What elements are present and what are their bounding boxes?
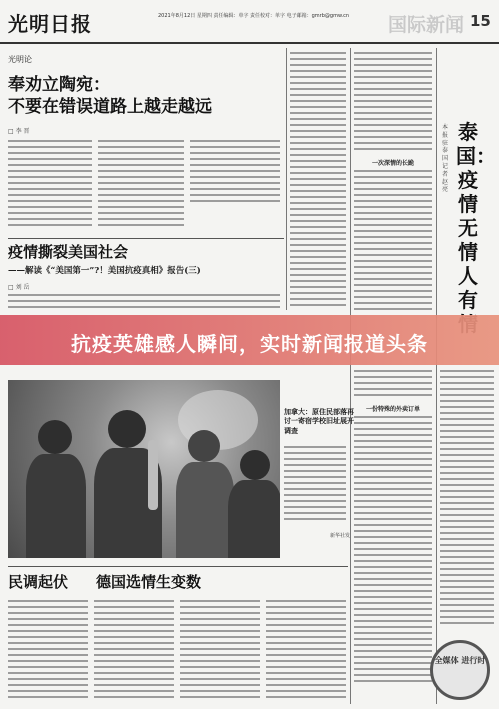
side-article-byline: 本报驻泰国记者 赵 亮 xyxy=(441,124,448,194)
article-headline-line1: 奉劝立陶宛： xyxy=(8,75,110,95)
article-body-column xyxy=(180,600,260,704)
article-byline: □ 刘 岳 xyxy=(8,284,30,291)
article-body-column xyxy=(8,140,92,232)
article-body-column xyxy=(354,370,432,400)
article-byline: □ 李 晋 xyxy=(8,128,30,135)
article-body-column xyxy=(190,140,280,232)
section-divider xyxy=(8,566,348,567)
article-body-column xyxy=(354,170,432,314)
side-article-headline: 泰国：疫情无情人有 xyxy=(456,120,496,312)
bottom-article-headline-left: 民调起伏 xyxy=(8,573,69,591)
article-body-column xyxy=(8,600,88,704)
article-body-column xyxy=(94,600,174,704)
column-divider xyxy=(350,48,351,704)
article-body-column xyxy=(354,52,432,154)
media-stamp-logo xyxy=(430,640,490,700)
headline-banner-text[interactable]: 抗疫英雄感人瞬间，实时新闻报道头条 xyxy=(71,332,428,356)
article-headline: 疫情撕裂美国社会 xyxy=(8,243,129,261)
section-divider xyxy=(8,238,284,239)
article-body-column xyxy=(440,370,494,632)
article-subtitle: ——解读《“美国第一”?！美国抗疫真相》报告(三) xyxy=(8,266,201,276)
news-photo xyxy=(8,380,280,558)
article-subhead: 一次深情的长跪 xyxy=(371,160,414,167)
article-body-column xyxy=(266,600,346,704)
article-body-column xyxy=(290,52,346,314)
article-body-column xyxy=(98,140,184,232)
bottom-article-headline-right: 德国选情生变数 xyxy=(96,573,202,591)
photo-caption-title: 加拿大：原住民部落再讨一寄宿学校旧址展开调查 xyxy=(284,408,354,435)
section-title: 国际新闻 xyxy=(388,14,465,36)
column-tag: 光明论 xyxy=(8,55,32,64)
article-body xyxy=(8,294,280,314)
photo-credit: 新华社发 xyxy=(330,533,351,539)
media-stamp-text: 全媒体 进行时 xyxy=(434,656,486,665)
newspaper-logo: 光明日报 xyxy=(8,12,92,36)
issue-meta: 2021年8月12日 星期四 责任编辑：单字 责任校对：单字 电子邮箱：gmrb@gmw.cn xyxy=(158,13,350,19)
article-body-column xyxy=(354,416,432,704)
article-headline-line2: 不要在错误道路上越走越远 xyxy=(8,97,212,117)
column-divider xyxy=(286,48,287,310)
column-divider xyxy=(436,48,437,704)
masthead xyxy=(0,0,499,44)
photo-caption-body xyxy=(284,446,346,526)
article-subhead: 一份特殊的外卖订单 xyxy=(365,406,420,413)
page-number: 15 xyxy=(470,12,491,30)
